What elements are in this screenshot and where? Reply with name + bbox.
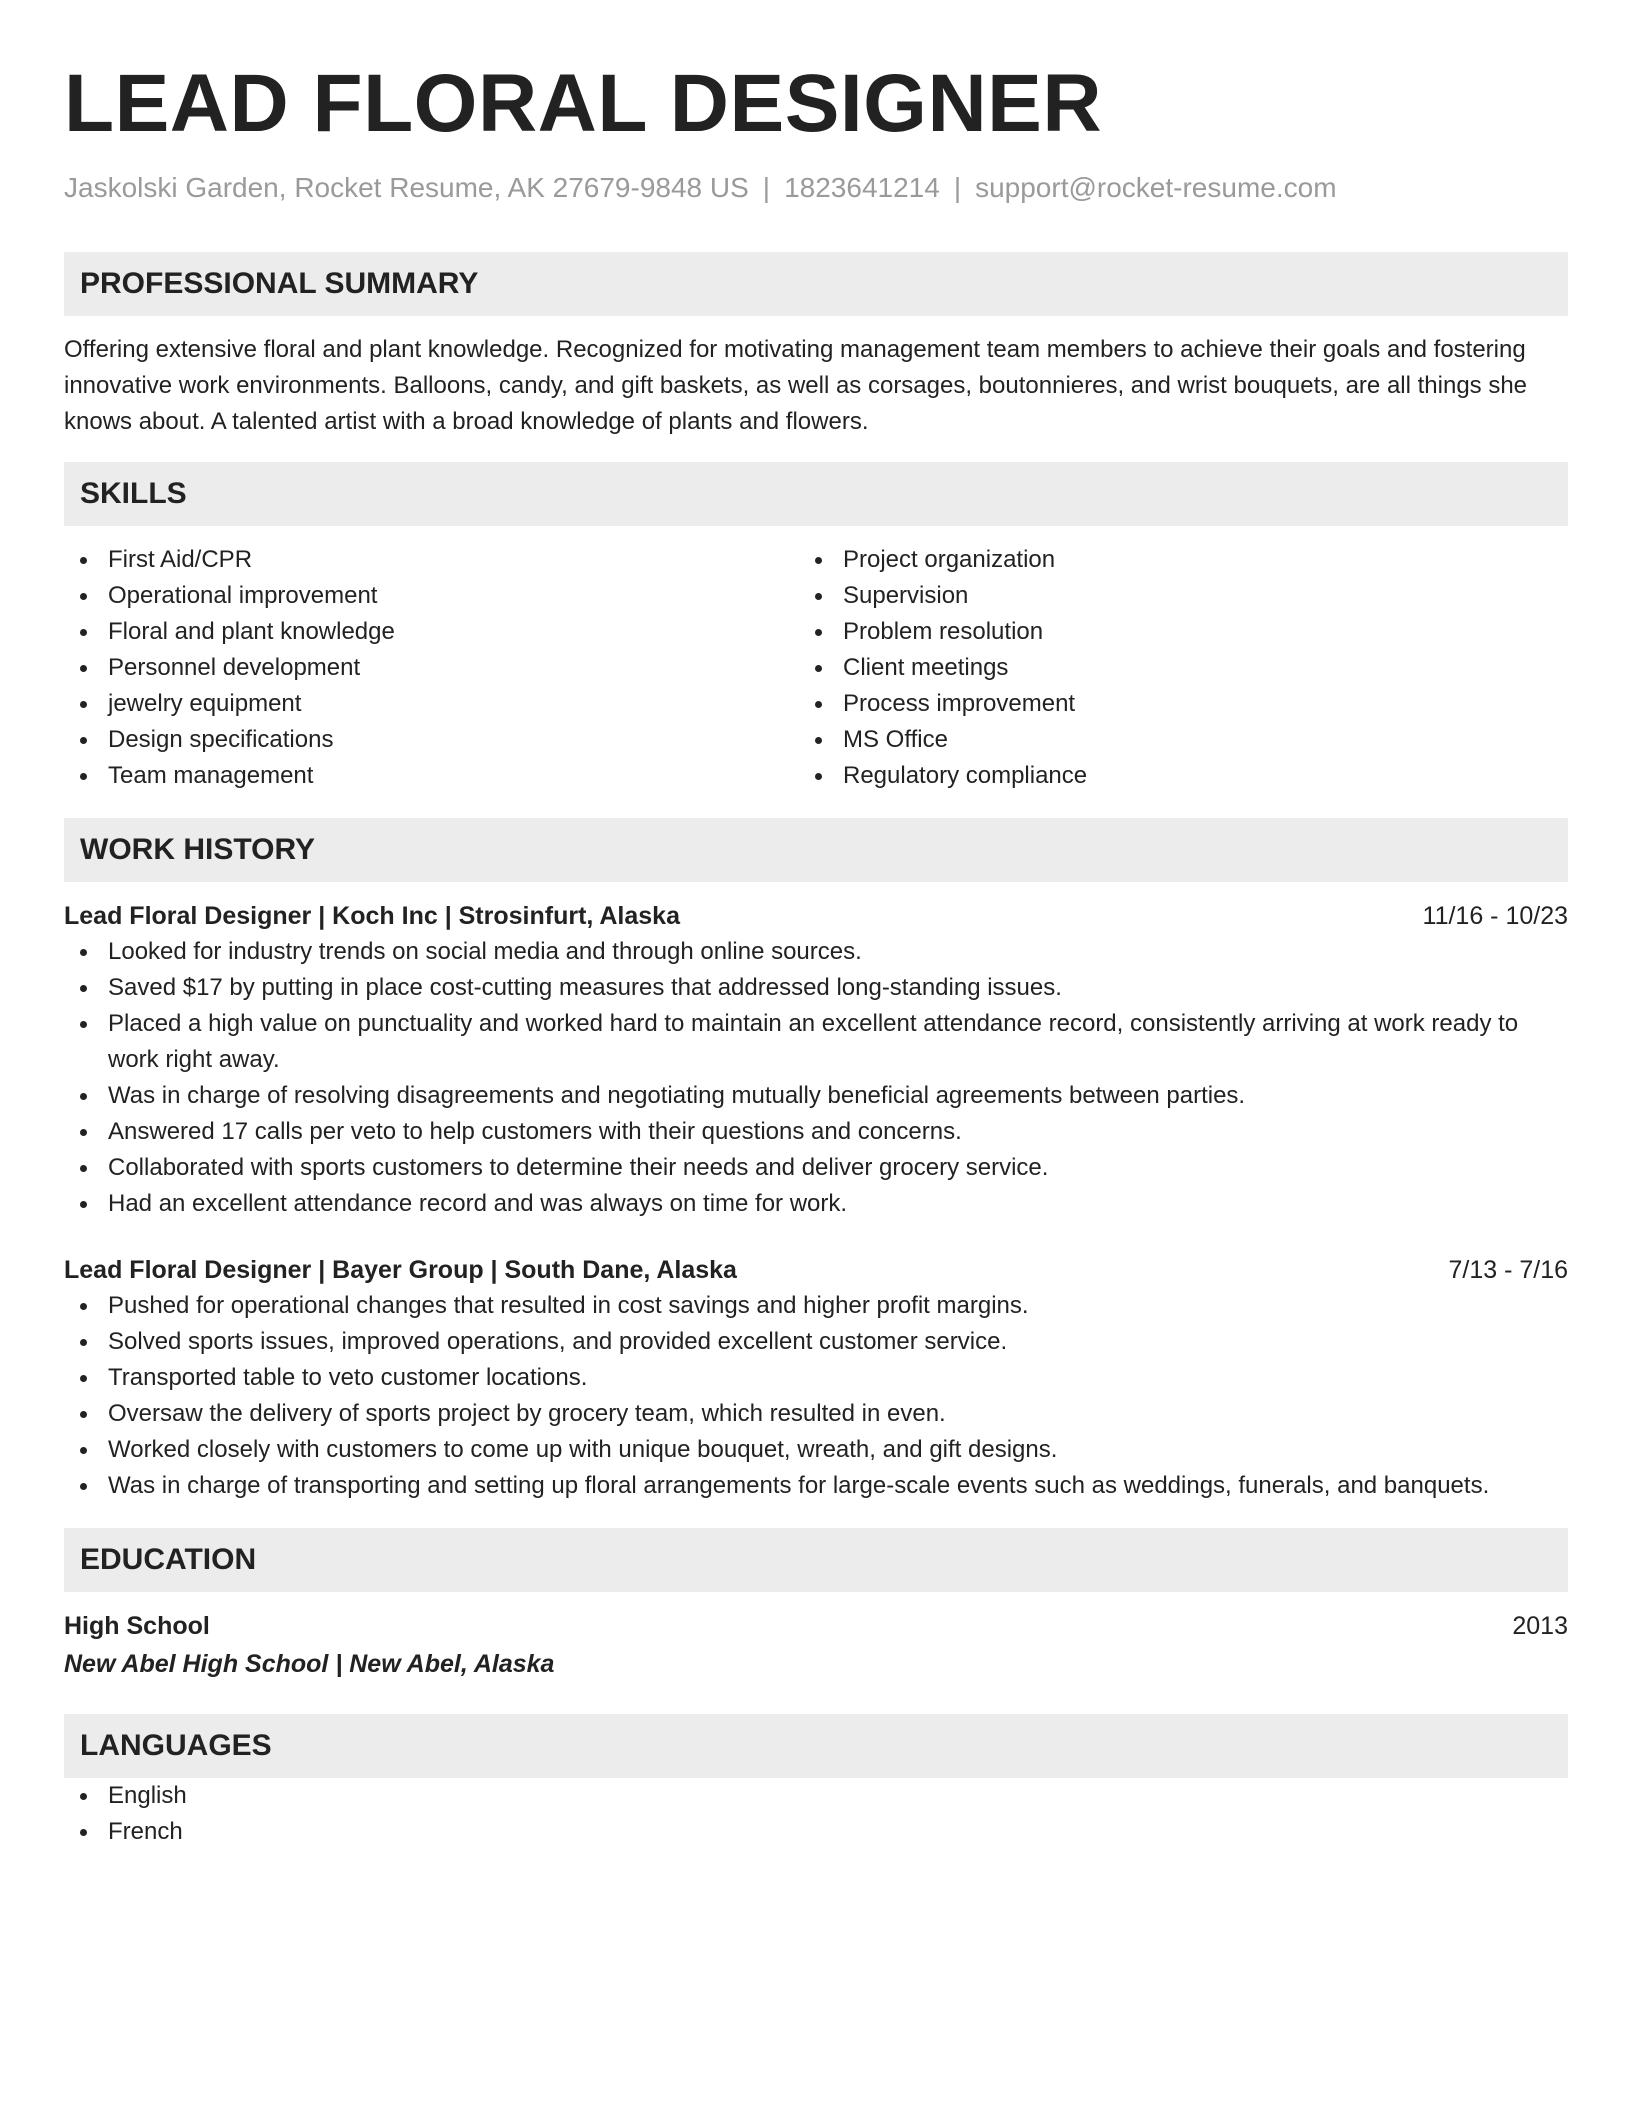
bullet-icon xyxy=(80,985,87,992)
bullet-icon xyxy=(80,557,87,564)
skill-item: MS Office xyxy=(799,722,1534,758)
skill-item: Supervision xyxy=(799,578,1534,614)
contact-email: support@rocket-resume.com xyxy=(975,172,1337,203)
bullet-icon xyxy=(80,1793,87,1800)
skill-item: Design specifications xyxy=(64,722,799,758)
bullet-icon xyxy=(815,557,822,564)
bullet-icon xyxy=(815,701,822,708)
bullet-icon xyxy=(80,593,87,600)
bullet-icon xyxy=(815,665,822,672)
skill-item: First Aid/CPR xyxy=(64,542,799,578)
job-bullet: Placed a high value on punctuality and worked hard to maintain an excellent attendance record, consistently arriving at work ready to work right away. xyxy=(64,1006,1568,1078)
skill-item: Process improvement xyxy=(799,686,1534,722)
job-title: Lead Floral Designer | Bayer Group | South Dane, Alaska xyxy=(64,1256,737,1284)
job-bullets xyxy=(64,1288,1568,1504)
skill-item: Client meetings xyxy=(799,650,1534,686)
job-bullet: Oversaw the delivery of sports project by grocery team, which resulted in even. xyxy=(64,1396,1568,1432)
contact-separator: | xyxy=(953,172,962,203)
section-header-skills: SKILLS xyxy=(64,462,1568,526)
skill-item: Problem resolution xyxy=(799,614,1534,650)
bullet-icon xyxy=(815,773,822,780)
job-bullets xyxy=(64,934,1568,1222)
bullet-icon xyxy=(80,1483,87,1490)
section-header-work-history: WORK HISTORY xyxy=(64,818,1568,882)
contact-phone: 1823641214 xyxy=(784,172,940,203)
summary-text: Offering extensive floral and plant knowledge. Recognized for motivating management team members to achieve their goals and fostering innovative work environments. Balloons, candy, and gift baskets, as well as corsages, boutonnieres, and wrist bouquets, are all things she knows about. A talented artist with a broad knowledge of plants and flowers. xyxy=(64,336,1528,435)
bullet-icon xyxy=(80,1339,87,1346)
education-school: New Abel High School | New Abel, Alaska xyxy=(64,1650,555,1678)
job-bullet: Worked closely with customers to come up with unique bouquet, wreath, and gift designs. xyxy=(64,1432,1568,1468)
bullet-icon xyxy=(80,701,87,708)
contact-separator: | xyxy=(762,172,771,203)
job-bullet: Looked for industry trends on social media and through online sources. xyxy=(64,934,1568,970)
job-dates: 11/16 - 10/23 xyxy=(1422,902,1568,930)
bullet-icon xyxy=(80,1165,87,1172)
bullet-icon xyxy=(80,1303,87,1310)
education-header xyxy=(64,1608,1568,1644)
skills-column-left xyxy=(64,542,799,794)
job-bullet: Saved $17 by putting in place cost-cutting measures that addressed long-standing issues. xyxy=(64,970,1568,1006)
job-title: Lead Floral Designer | Koch Inc | Strosinfurt, Alaska xyxy=(64,902,680,930)
job-bullet: Collaborated with sports customers to determine their needs and deliver grocery service. xyxy=(64,1150,1568,1186)
bullet-icon xyxy=(815,629,822,636)
bullet-icon xyxy=(80,737,87,744)
job-bullet: Had an excellent attendance record and was always on time for work. xyxy=(64,1186,1568,1222)
bullet-icon xyxy=(80,1829,87,1836)
skill-item: Project organization xyxy=(799,542,1534,578)
bullet-icon xyxy=(80,629,87,636)
bullet-icon xyxy=(80,1411,87,1418)
contact-address: Jaskolski Garden, Rocket Resume, AK 27679-9848 US xyxy=(64,172,749,203)
bullet-icon xyxy=(80,949,87,956)
language-item: English xyxy=(64,1778,1568,1814)
bullet-icon xyxy=(815,737,822,744)
education-year: 2013 xyxy=(1512,1612,1568,1640)
bullet-icon xyxy=(80,1447,87,1454)
skills-column-right xyxy=(799,542,1534,794)
skills-columns xyxy=(64,542,1568,794)
job-dates: 7/13 - 7/16 xyxy=(1448,1256,1568,1284)
job-bullet: Solved sports issues, improved operations, and provided excellent customer service. xyxy=(64,1324,1568,1360)
bullet-icon xyxy=(80,665,87,672)
section-header-languages: LANGUAGES xyxy=(64,1714,1568,1778)
job-header xyxy=(64,1252,1568,1288)
bullet-icon xyxy=(80,1375,87,1382)
bullet-icon xyxy=(80,1093,87,1100)
job-bullet: Was in charge of resolving disagreements and negotiating mutually beneficial agreements between parties. xyxy=(64,1078,1568,1114)
skill-item: jewelry equipment xyxy=(64,686,799,722)
bullet-icon xyxy=(80,773,87,780)
skill-item: Team management xyxy=(64,758,799,794)
section-header-education: EDUCATION xyxy=(64,1528,1568,1592)
bullet-icon xyxy=(80,1129,87,1136)
language-item: French xyxy=(64,1814,1568,1850)
contact-line xyxy=(64,170,1568,206)
job-bullet: Transported table to veto customer locations. xyxy=(64,1360,1568,1396)
job-bullet: Was in charge of transporting and setting up floral arrangements for large-scale events such as weddings, funerals, and banquets. xyxy=(64,1468,1568,1504)
job-header xyxy=(64,898,1568,934)
languages-list xyxy=(64,1778,1568,1850)
education-degree: High School xyxy=(64,1612,210,1640)
skill-item: Personnel development xyxy=(64,650,799,686)
job-bullet: Answered 17 calls per veto to help customers with their questions and concerns. xyxy=(64,1114,1568,1150)
bullet-icon xyxy=(80,1021,87,1028)
skill-item: Regulatory compliance xyxy=(799,758,1534,794)
bullet-icon xyxy=(80,1201,87,1208)
resume-name: LEAD FLORAL DESIGNER xyxy=(64,58,1103,149)
skill-item: Floral and plant knowledge xyxy=(64,614,799,650)
section-header-summary: PROFESSIONAL SUMMARY xyxy=(64,252,1568,316)
bullet-icon xyxy=(815,593,822,600)
skill-item: Operational improvement xyxy=(64,578,799,614)
job-bullet: Pushed for operational changes that resulted in cost savings and higher profit margins. xyxy=(64,1288,1568,1324)
